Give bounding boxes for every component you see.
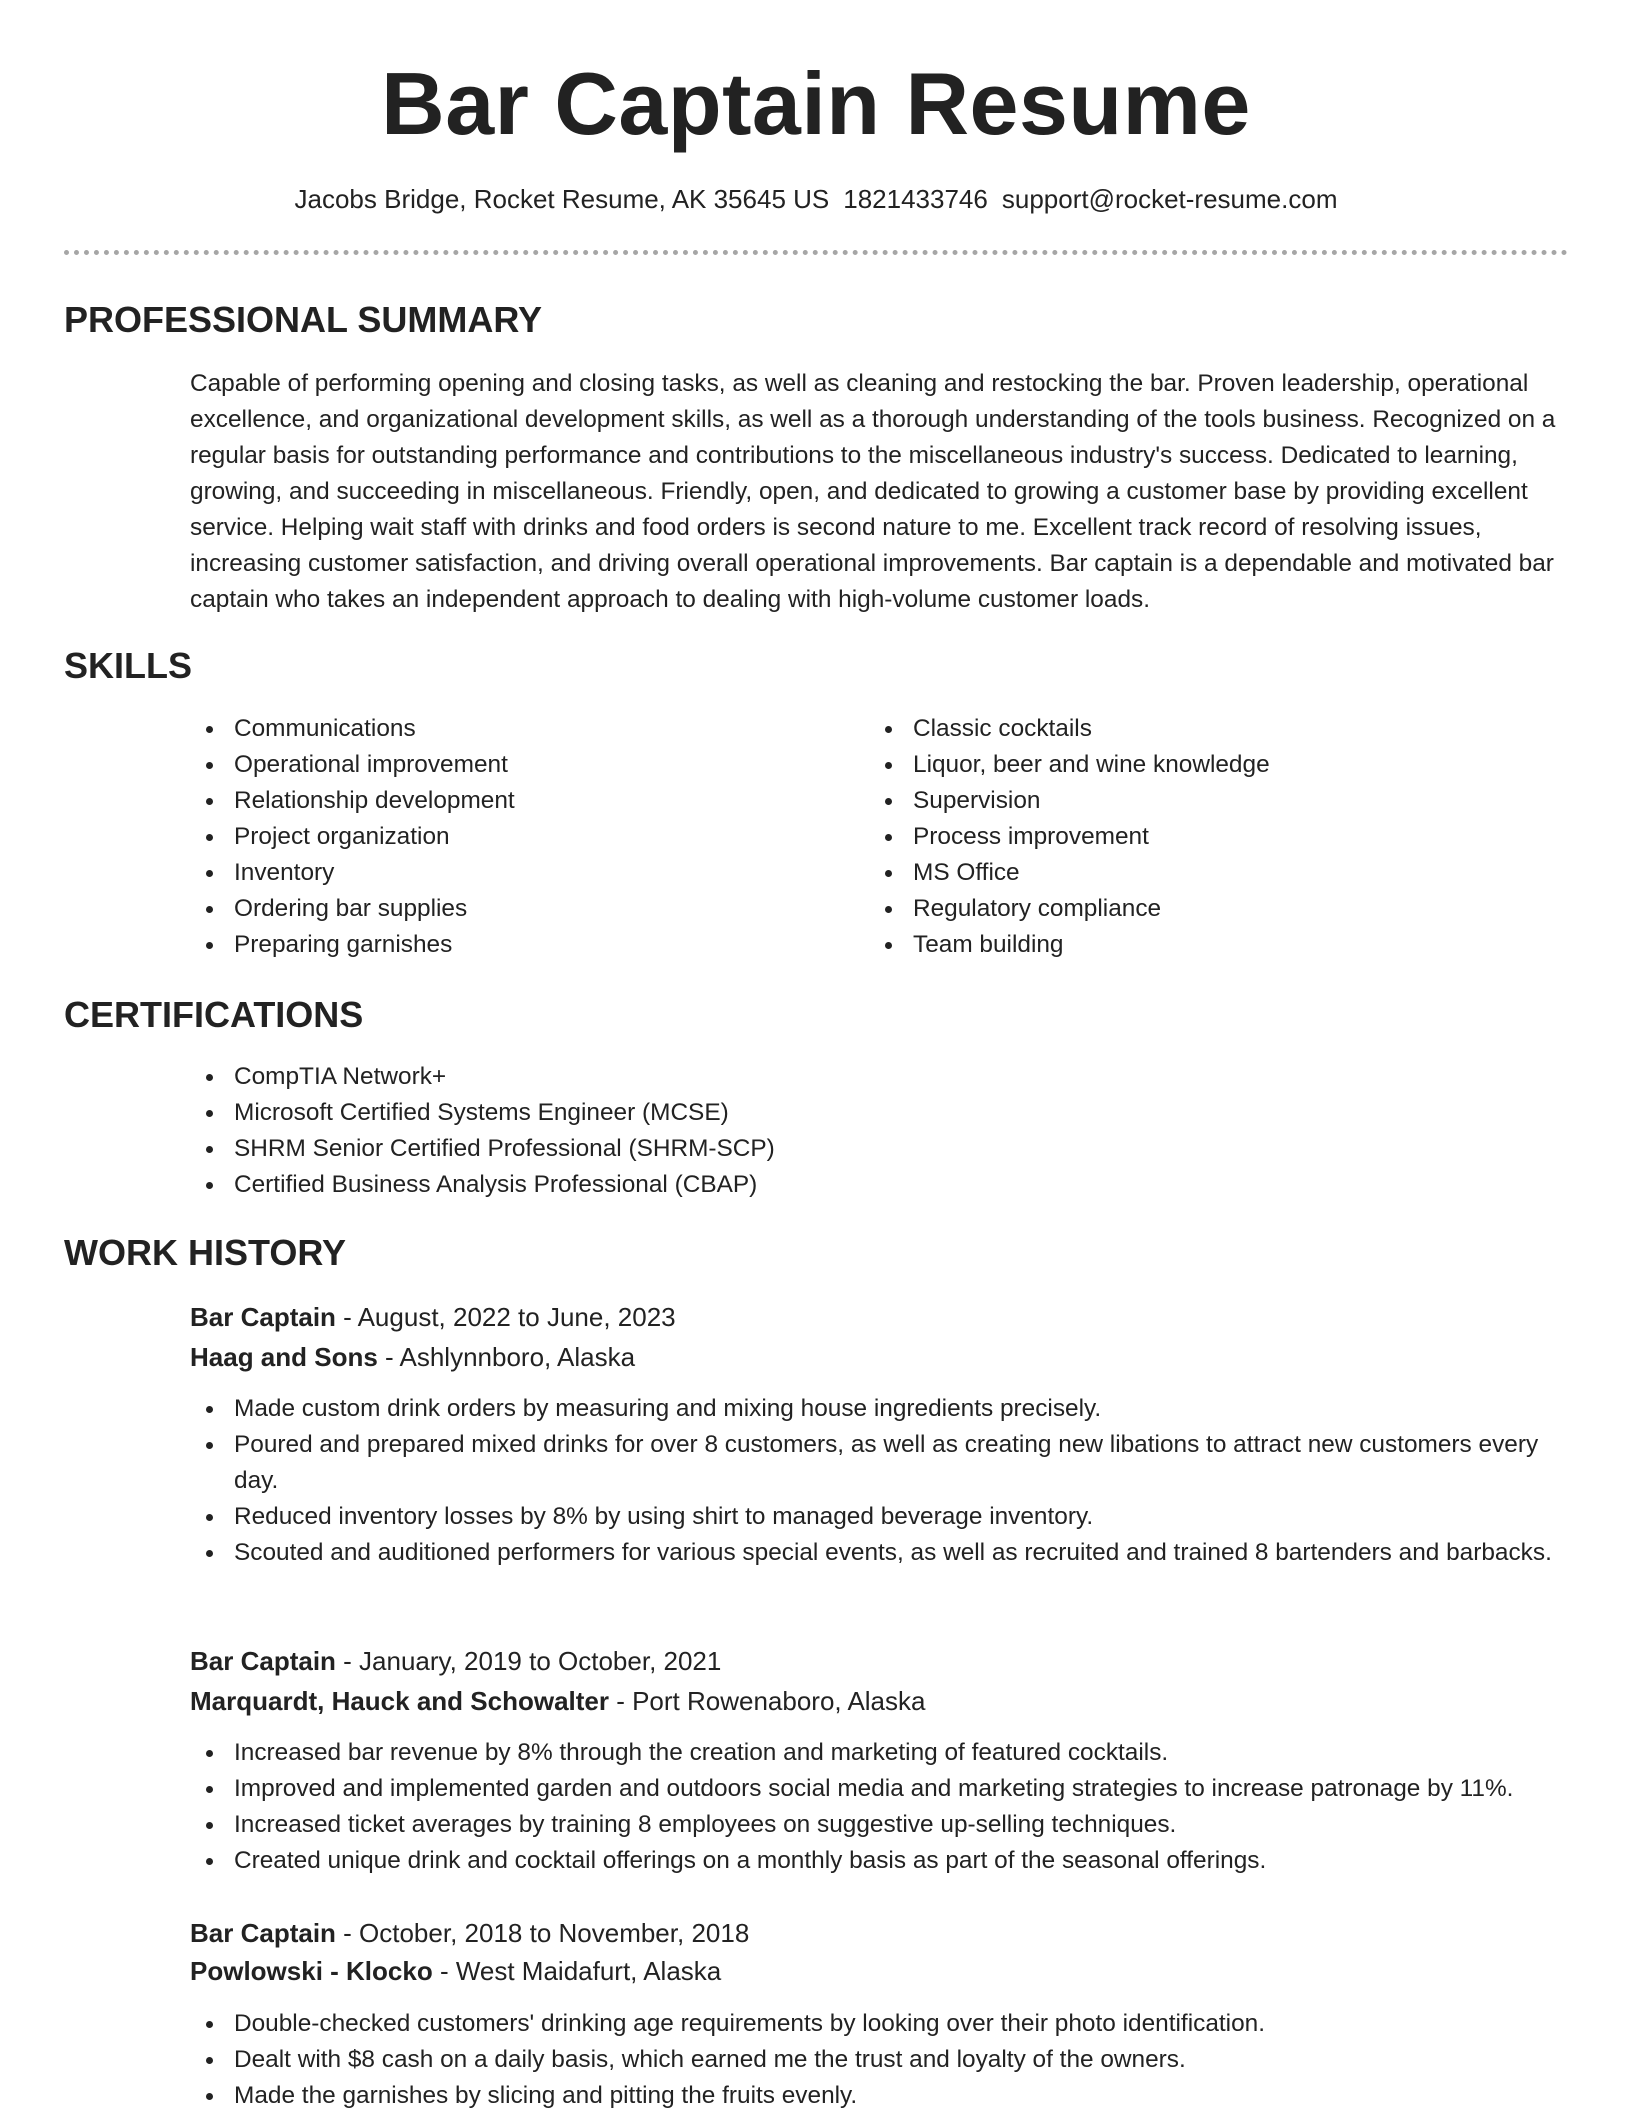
certifications-list	[190, 1059, 1560, 1203]
contact-address: Jacobs Bridge, Rocket Resume, AK 35645 US	[294, 184, 830, 214]
job-company-line	[190, 1683, 925, 1719]
certification-item: Microsoft Certified Systems Engineer (MCSE)	[190, 1095, 1560, 1131]
job-location: - West Maidafurt, Alaska	[432, 1956, 722, 1986]
job-bullets	[190, 1391, 1570, 1571]
job-title: Bar Captain	[190, 1646, 336, 1676]
skills-heading: SKILLS	[64, 645, 193, 686]
skill-item: Project organization	[190, 819, 830, 855]
summary-heading: PROFESSIONAL SUMMARY	[64, 299, 543, 340]
job-company: Haag and Sons	[190, 1342, 378, 1372]
skill-item: Supervision	[869, 783, 1549, 819]
skill-item: Relationship development	[190, 783, 830, 819]
contact-line	[0, 182, 1632, 216]
skill-item: Inventory	[190, 855, 830, 891]
summary-text: Capable of performing opening and closing tasks, as well as cleaning and restocking the bar. Proven leadership, operational excellence, and organizational development skills, as well as a thorough understanding of the tools business. Recognized on a regular basis for outstanding performance and contributions to the miscellaneous industry's success. Dedicated to learning, growing, and succeeding in miscellaneous. Friendly, open, and dedicated to growing a customer base by providing excellent service. Helping wait staff with drinks and food orders is second nature to me. Excellent track record of resolving issues, increasing customer satisfaction, and driving overall operational improvements. Bar captain is a dependable and motivated bar captain who takes an independent approach to dealing with high-volume customer loads.	[190, 370, 1556, 613]
skill-item: Process improvement	[869, 819, 1549, 855]
job-bullet: Improved and implemented garden and outdoors social media and marketing strategies to increase patronage by 11%.	[190, 1771, 1570, 1807]
skill-item: Communications	[190, 711, 830, 747]
skill-item: MS Office	[869, 855, 1549, 891]
job-bullet: Created unique drink and cocktail offerings on a monthly basis as part of the seasonal offerings.	[190, 1843, 1570, 1879]
job-company: Marquardt, Hauck and Schowalter	[190, 1686, 609, 1716]
skill-item: Regulatory compliance	[869, 891, 1549, 927]
job-company-line	[190, 1953, 721, 1989]
job-title: Bar Captain	[190, 1302, 336, 1332]
job-location: - Port Rowenaboro, Alaska	[608, 1686, 926, 1716]
job-bullet: Increased ticket averages by training 8 employees on suggestive up-selling techniques.	[190, 1807, 1570, 1843]
header-divider	[64, 250, 1568, 255]
skill-item: Classic cocktails	[869, 711, 1549, 747]
job-bullet: Reduced inventory losses by 8% by using shirt to managed beverage inventory.	[190, 1499, 1570, 1535]
skills-list-right	[869, 711, 1549, 963]
job-bullet: Increased bar revenue by 8% through the creation and marketing of featured cocktails.	[190, 1735, 1570, 1771]
job-company-line	[190, 1339, 635, 1375]
skill-item: Liquor, beer and wine knowledge	[869, 747, 1549, 783]
job-bullet: Scouted and auditioned performers for various special events, as well as recruited and trained 8 bartenders and barbacks.	[190, 1535, 1570, 1571]
job-title-line	[190, 1915, 749, 1951]
certification-item: Certified Business Analysis Professional (CBAP)	[190, 1167, 1560, 1203]
job-title-line	[190, 1643, 721, 1679]
skills-list-left	[190, 711, 830, 963]
job-bullet: Poured and prepared mixed drinks for over 8 customers, as well as creating new libations to attract new customers every day.	[190, 1427, 1570, 1499]
job-bullet: Made custom drink orders by measuring and mixing house ingredients precisely.	[190, 1391, 1570, 1427]
job-dates: - January, 2019 to October, 2021	[335, 1646, 722, 1676]
certification-item: CompTIA Network+	[190, 1059, 1560, 1095]
certifications-heading: CERTIFICATIONS	[64, 994, 364, 1035]
contact-phone: 1821433746	[843, 184, 988, 214]
skill-item: Preparing garnishes	[190, 927, 830, 963]
job-location: - Ashlynnboro, Alaska	[377, 1342, 636, 1372]
skill-item: Ordering bar supplies	[190, 891, 830, 927]
job-bullet: Double-checked customers' drinking age requirements by looking over their photo identification.	[190, 2006, 1570, 2042]
job-bullets	[190, 1735, 1570, 1879]
skill-item: Operational improvement	[190, 747, 830, 783]
job-title: Bar Captain	[190, 1918, 336, 1948]
job-title-line	[190, 1299, 676, 1335]
work-history-heading: WORK HISTORY	[64, 1232, 347, 1273]
job-bullets	[190, 2006, 1570, 2114]
job-dates: - October, 2018 to November, 2018	[335, 1918, 750, 1948]
job-bullet: Made the garnishes by slicing and pitting the fruits evenly.	[190, 2078, 1570, 2114]
job-company: Powlowski - Klocko	[190, 1956, 433, 1986]
resume-title: Bar Captain Resume	[381, 54, 1251, 153]
contact-email: support@rocket-resume.com	[1001, 184, 1338, 214]
job-dates: - August, 2022 to June, 2023	[335, 1302, 676, 1332]
job-bullet: Dealt with $8 cash on a daily basis, which earned me the trust and loyalty of the owners.	[190, 2042, 1570, 2078]
certification-item: SHRM Senior Certified Professional (SHRM-SCP)	[190, 1131, 1560, 1167]
skill-item: Team building	[869, 927, 1549, 963]
